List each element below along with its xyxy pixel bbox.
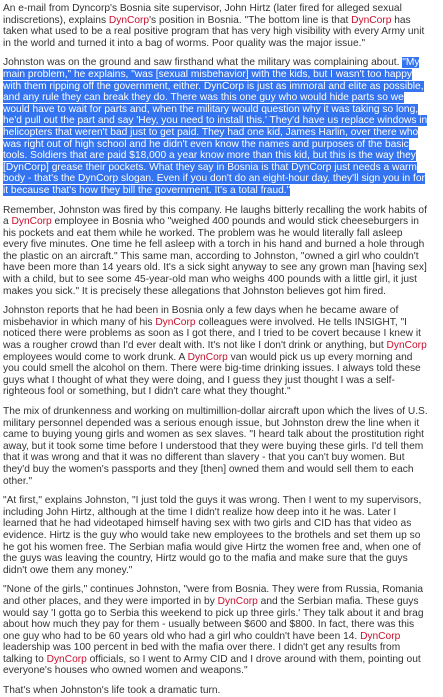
company-name-highlight: DynCorp [108,14,150,26]
company-name-highlight: DynCorp [11,216,52,228]
paragraph-2-lead: Johnston was on the ground and saw firsthand what the military was complaining about. [3,57,403,69]
company-name-highlight: DynCorp [360,630,401,642]
company-name-highlight: DynCorp [155,316,196,328]
article-paragraph-3: Remember, Johnston was fired by this company. He laughs bitterly recalling the work habits of a DynCorp employee in Bosnia who "weighed 400 pounds and would stick cheeseburgers in his pockets and eat them while he worked. The problem was he would literally fall asleep every five minutes. One time he fell asleep with a torch in his hand and burned a hole through the plastic on an aircraft." This same man, according to Johnston, "owned a girl who couldn't have been more than 14 years old. It's a sick sight anyway to see any grown man [having sex] with a child, but to see some 45-year-old man who weighs 400 pounds with a little girl, it just makes you sick." It is precisely these allegations that Johnston believes got him fired. [3,204,427,297]
selected-text-quote[interactable]: "My main problem," he explains, "was [sexual misbehavior] with the kids, but I wasn't too happy with them ripping off the government, either. DynCorp is just as immoral and elite as possible, and any rule they can break they do. There was this one guy who would hide parts so we would have to wait for parts and, when the military would question why it was taking so long, he'd pull out the part and say 'Hey, you need to install this.' They'd have us replace windows in helicopters that weren't bad just to get paid. They had one kid, James Harlin, over there who was right out of high school and he didn't even know the names and purposes of the basic tools. Soldiers that are paid $18,000 a year know more than this kid, but this is the way they [DynCorp] grease their pockets. What they say in Bosnia is that DynCorp just needs a warm body - that's the DynCorp slogan. Even if you don't do an eight-hour day, they'll sign you in for it because that's how they bill the government. It's a total fraud." [3,57,428,196]
article-paragraph-6: "At first," explains Johnston, "I just told the guys it was wrong. Then I went to my supervisors, including John Hirtz, although at the time I didn't realize how deep into it he was. Later I learned that he had videotaped himself having sex with two girls and CID has that video as evidence. Hirtz is the guy who would take new employees to the brothels and set them up so he got his women free. The Serbian mafia would give Hirtz the women free and, when one of the guys was leaving the country, Hirtz would go to the mafia and make sure that the guys didn't owe them any money." [3,495,422,576]
article-paragraph-2[interactable] [3,57,428,196]
article-paragraph-5: The mix of drunkenness and working on multimillion-dollar aircraft upon which the lives of U.S. military personnel depended was a serious enough issue, but Johnston drew the line when it came to buying young girls and women as sex slaves. "I heard talk about the prostitution right away, but it took some time before I understood that they were buying these girls. I'd tell them that it was wrong and that it was no different than slavery - that you can't buy women. But they'd buy the women's passports and they [then] owned them and would sell them to each other." [3,406,428,487]
company-name-highlight: DynCorp [217,595,258,607]
company-name-highlight: DynCorp [351,14,392,26]
article-paragraph-4: Johnston reports that he had been in Bosnia only a few days when he became aware of misbehavior in which many of his DynCorp colleagues were involved. He tells INSIGHT, "I noticed there were problems as soon as I got there, and I tried to be covert because I knew it was a rougher crowd than I'd ever dealt with. It's not like I don't drink or anything, but DynCorp employees would come to work drunk. A DynCorp van would pick us up every morning and you could smell the alcohol on them. There were big-time drinking issues. I always told these guys what I thought of what they were doing, and I guess they just thought I was a self-righteous fool or something, but I didn't care what they thought." [3,305,427,398]
article-paragraph-8: That's when Johnston's life took a dramatic turn. [3,685,221,697]
article-paragraph-7: "None of the girls," continues Johnston, "were from Bosnia. They were from Russia, Romania and other places, and they were imported in by DynCorp and the Serbian mafia. These guys would say 'I gotta go to Serbia this weekend to pick up three girls.' They talk about it and brag about how much they pay for them - usually between $600 and $800. In fact, there was this one guy who had to be 60 years old who had a girl who couldn't have been 14. DynCorp leadership was 100 percent in bed with the mafia over there. I didn't get any results from talking to DynCorp officials, so I went to Army CID and I drove around with them, pointing out everyone's houses who owned women and weapons." [3,584,424,677]
article-paragraph-1: An e-mail from Dyncorp's Bosnia site supervisor, John Hirtz (later fired for alleged sexual indiscretions), explains DynCorp's position in Bosnia. "The bottom line is that DynCorp has taken what used to be a real positive program that has very high visibility with every Army unit in the world and turned it into a bag of worms. Poor quality was the major issue." [3,3,425,49]
company-name-highlight: DynCorp [46,653,87,665]
company-name-highlight: DynCorp [187,351,228,363]
company-name-highlight: DynCorp [386,340,427,352]
